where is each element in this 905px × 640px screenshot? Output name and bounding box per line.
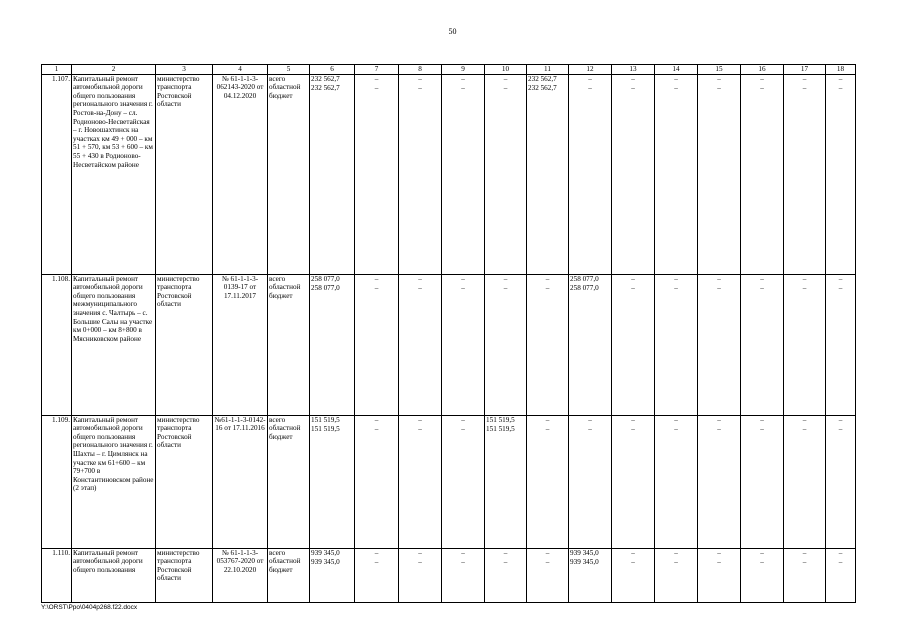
dash-mark: –	[545, 558, 550, 567]
dash-mark: –	[418, 274, 422, 283]
year-amount-empty-cell	[698, 415, 741, 548]
total-amount-regional: 258 077,0	[311, 284, 340, 293]
object-name-cell: Капитальный ремонт автомобильной дороги общего пользования регионального значения г. Ростов-на-Дону – сл. Родионово-Несветайская – г. Новошахтинск на участках км 49 + 000 – км 51 + 570, км 53 + 600 – км 55 + 430 в Родионово-Несветайском районе	[72, 74, 156, 274]
year-amount-empty-cell	[527, 415, 569, 548]
funding-source-regional: областной бюджет	[269, 83, 301, 100]
dash-mark: –	[838, 84, 843, 93]
dash-mark: –	[461, 284, 465, 293]
dash-mark: –	[503, 74, 508, 83]
dash-mark: –	[802, 548, 807, 557]
total-amount-cell	[310, 548, 355, 602]
year-amount-regional: 232 562,7	[528, 84, 557, 93]
dash-mark: –	[545, 274, 550, 283]
dash-mark: –	[717, 84, 721, 93]
column-number-cell: 6	[310, 65, 355, 75]
dash-mark: –	[461, 558, 465, 567]
row-number-cell: 1.109.	[42, 415, 72, 548]
year-amount-cell	[485, 415, 527, 548]
column-number-cell: 11	[527, 65, 569, 75]
year-amount-empty-cell	[442, 74, 485, 274]
year-amount-empty-cell	[826, 548, 856, 602]
dash-mark: –	[717, 274, 721, 283]
column-number-cell: 5	[268, 65, 310, 75]
dash-mark: –	[631, 74, 635, 83]
table-row	[42, 274, 856, 415]
year-amount-empty-cell	[442, 548, 485, 602]
year-amount-empty-cell	[655, 548, 698, 602]
dash-mark: –	[503, 84, 508, 93]
year-amount-all: 939 345,0	[570, 548, 599, 557]
year-amount-empty-cell	[485, 548, 527, 602]
dash-mark: –	[631, 415, 635, 424]
dash-mark: –	[631, 558, 635, 567]
dash-mark: –	[545, 415, 550, 424]
column-number-cell: 12	[569, 65, 612, 75]
dash-mark: –	[802, 74, 807, 83]
year-amount-empty-cell	[784, 415, 826, 548]
dash-mark: –	[503, 274, 508, 283]
year-amount-empty-cell	[784, 74, 826, 274]
executor-cell: министерство транспорта Ростовской области	[156, 74, 213, 274]
year-amount-empty-cell	[399, 274, 442, 415]
table-row	[42, 415, 856, 548]
total-amount-all: 232 562,7	[311, 74, 340, 83]
dash-mark: –	[374, 558, 379, 567]
object-name-cell: Капитальный ремонт автомобильной дороги общего пользования межмуниципального значения с. Чалтырь – с. Большие Салы на участке км 0+000 – км 8+800 в Мясниковском районе	[72, 274, 156, 415]
year-amount-empty-cell	[612, 74, 655, 274]
year-amount-empty-cell	[527, 274, 569, 415]
dash-mark: –	[717, 558, 721, 567]
total-amount-cell	[310, 415, 355, 548]
year-amount-cell	[569, 548, 612, 602]
dash-mark: –	[760, 84, 764, 93]
funding-source-cell	[268, 415, 310, 548]
dash-mark: –	[374, 74, 379, 83]
dash-mark: –	[418, 84, 422, 93]
funding-source-cell	[268, 548, 310, 602]
dash-mark: –	[461, 425, 465, 434]
year-amount-empty-cell	[399, 548, 442, 602]
year-amount-empty-cell	[826, 74, 856, 274]
year-amount-empty-cell	[826, 274, 856, 415]
dash-mark: –	[588, 415, 592, 424]
column-number-cell: 9	[442, 65, 485, 75]
document-cell: № 61-1-1-3-053767-2020 от 22.10.2020	[213, 548, 268, 602]
document-cell: № 61-1-1-3-062143-2020 от 04.12.2020	[213, 74, 268, 274]
year-amount-empty-cell	[741, 548, 784, 602]
dash-mark: –	[461, 84, 465, 93]
year-amount-empty-cell	[784, 274, 826, 415]
dash-mark: –	[588, 84, 592, 93]
funding-source-total: всего	[269, 548, 286, 557]
year-amount-empty-cell	[655, 74, 698, 274]
dash-mark: –	[838, 274, 843, 283]
dash-mark: –	[461, 74, 465, 83]
dash-mark: –	[374, 274, 379, 283]
year-amount-empty-cell	[485, 74, 527, 274]
dash-mark: –	[838, 74, 843, 83]
total-amount-all: 258 077,0	[311, 274, 340, 283]
dash-mark: –	[503, 558, 508, 567]
dash-mark: –	[374, 548, 379, 557]
year-amount-empty-cell	[612, 415, 655, 548]
year-amount-regional: 151 519,5	[486, 425, 515, 434]
object-name-cell: Капитальный ремонт автомобильной дороги общего пользования регионального значения г. Шахты – г. Цимлянск на участке км 61+600 – км 79+700 в Константиновском районе (2 этап)	[72, 415, 156, 548]
dash-mark: –	[717, 425, 721, 434]
dash-mark: –	[717, 415, 721, 424]
dash-mark: –	[802, 558, 807, 567]
year-amount-all: 232 562,7	[528, 74, 557, 83]
dash-mark: –	[503, 284, 508, 293]
dash-mark: –	[717, 74, 721, 83]
year-amount-empty-cell	[698, 548, 741, 602]
executor-cell: министерство транспорта Ростовской области	[156, 274, 213, 415]
year-amount-empty-cell	[741, 74, 784, 274]
object-name-cell: Капитальный ремонт автомобильной дороги общего пользования	[72, 548, 156, 602]
dash-mark: –	[631, 425, 635, 434]
footer-file-path: Y:\ORST\Ppo\0404p268.f22.docx	[41, 604, 138, 611]
dash-mark: –	[631, 284, 635, 293]
dash-mark: –	[545, 284, 550, 293]
funding-source-regional: областной бюджет	[269, 283, 301, 300]
year-amount-empty-cell	[612, 274, 655, 415]
year-amount-empty-cell	[569, 74, 612, 274]
row-number-cell: 1.110.	[42, 548, 72, 602]
dash-mark: –	[717, 284, 721, 293]
column-number-cell: 8	[399, 65, 442, 75]
total-amount-all: 151 519,5	[311, 415, 340, 424]
dash-mark: –	[838, 558, 843, 567]
year-amount-empty-cell	[442, 274, 485, 415]
document-cell: № 61-1-1-3-0139-17 от 17.11.2017	[213, 274, 268, 415]
column-number-cell: 13	[612, 65, 655, 75]
dash-mark: –	[674, 425, 678, 434]
dash-mark: –	[631, 84, 635, 93]
dash-mark: –	[674, 558, 678, 567]
year-amount-empty-cell	[655, 415, 698, 548]
funding-source-regional: областной бюджет	[269, 424, 301, 441]
year-amount-regional: 258 077,0	[570, 284, 599, 293]
dash-mark: –	[717, 548, 721, 557]
dash-mark: –	[418, 558, 422, 567]
year-amount-empty-cell	[355, 415, 399, 548]
dash-mark: –	[802, 284, 807, 293]
total-amount-cell	[310, 274, 355, 415]
year-amount-empty-cell	[826, 415, 856, 548]
dash-mark: –	[838, 415, 843, 424]
dash-mark: –	[760, 274, 764, 283]
dash-mark: –	[374, 425, 379, 434]
column-number-cell: 15	[698, 65, 741, 75]
executor-cell: министерство транспорта Ростовской области	[156, 548, 213, 602]
dash-mark: –	[418, 284, 422, 293]
year-amount-empty-cell	[399, 74, 442, 274]
dash-mark: –	[802, 84, 807, 93]
year-amount-empty-cell	[612, 548, 655, 602]
year-amount-cell	[527, 74, 569, 274]
year-amount-empty-cell	[355, 74, 399, 274]
column-number-cell: 1	[42, 65, 72, 75]
year-amount-empty-cell	[485, 274, 527, 415]
dash-mark: –	[418, 415, 422, 424]
dash-mark: –	[760, 548, 764, 557]
funding-source-total: всего	[269, 415, 286, 424]
year-amount-empty-cell	[698, 74, 741, 274]
year-amount-empty-cell	[741, 274, 784, 415]
column-number-cell: 17	[784, 65, 826, 75]
column-number-cell: 14	[655, 65, 698, 75]
year-amount-empty-cell	[784, 548, 826, 602]
year-amount-empty-cell	[355, 548, 399, 602]
total-amount-regional: 939 345,0	[311, 558, 340, 567]
dash-mark: –	[674, 548, 678, 557]
dash-mark: –	[461, 415, 465, 424]
year-amount-empty-cell	[442, 415, 485, 548]
funding-source-regional: областной бюджет	[269, 557, 301, 574]
year-amount-empty-cell	[741, 415, 784, 548]
dash-mark: –	[674, 415, 678, 424]
dash-mark: –	[838, 425, 843, 434]
column-number-cell: 7	[355, 65, 399, 75]
year-amount-cell	[569, 274, 612, 415]
dash-mark: –	[674, 274, 678, 283]
dash-mark: –	[760, 284, 764, 293]
year-amount-empty-cell	[569, 415, 612, 548]
dash-mark: –	[418, 548, 422, 557]
dash-mark: –	[674, 74, 678, 83]
total-amount-regional: 232 562,7	[311, 84, 340, 93]
page-number: 50	[448, 27, 457, 36]
dash-mark: –	[631, 274, 635, 283]
dash-mark: –	[674, 84, 678, 93]
column-number-cell: 10	[485, 65, 527, 75]
dash-mark: –	[545, 425, 550, 434]
year-amount-regional: 939 345,0	[570, 558, 599, 567]
dash-mark: –	[545, 548, 550, 557]
funding-source-total: всего	[269, 74, 286, 83]
dash-mark: –	[503, 548, 508, 557]
dash-mark: –	[588, 425, 592, 434]
dash-mark: –	[760, 425, 764, 434]
dash-mark: –	[802, 415, 807, 424]
dash-mark: –	[461, 274, 465, 283]
table-row	[42, 548, 856, 602]
executor-cell: министерство транспорта Ростовской области	[156, 415, 213, 548]
total-amount-cell	[310, 74, 355, 274]
column-number-cell: 16	[741, 65, 784, 75]
dash-mark: –	[802, 425, 807, 434]
column-number-cell: 3	[156, 65, 213, 75]
dash-mark: –	[838, 548, 843, 557]
document-cell: №61-1-1-3-0142-16 от 17.11.2016	[213, 415, 268, 548]
dash-mark: –	[418, 425, 422, 434]
year-amount-all: 151 519,5	[486, 415, 515, 424]
dash-mark: –	[588, 74, 592, 83]
column-number-row	[42, 65, 856, 75]
dash-mark: –	[374, 284, 379, 293]
dash-mark: –	[374, 84, 379, 93]
column-number-cell: 4	[213, 65, 268, 75]
total-amount-regional: 151 519,5	[311, 425, 340, 434]
dash-mark: –	[418, 74, 422, 83]
row-number-cell: 1.108.	[42, 274, 72, 415]
dash-mark: –	[802, 274, 807, 283]
year-amount-all: 258 077,0	[570, 274, 599, 283]
column-number-cell: 2	[72, 65, 156, 75]
budget-table	[41, 64, 856, 603]
dash-mark: –	[374, 415, 379, 424]
dash-mark: –	[760, 558, 764, 567]
total-amount-all: 939 345,0	[311, 548, 340, 557]
dash-mark: –	[631, 548, 635, 557]
funding-source-cell	[268, 274, 310, 415]
column-number-cell: 18	[826, 65, 856, 75]
year-amount-empty-cell	[355, 274, 399, 415]
funding-source-total: всего	[269, 274, 286, 283]
year-amount-empty-cell	[655, 274, 698, 415]
year-amount-empty-cell	[527, 548, 569, 602]
dash-mark: –	[760, 415, 764, 424]
dash-mark: –	[461, 548, 465, 557]
dash-mark: –	[838, 284, 843, 293]
row-number-cell: 1.107.	[42, 74, 72, 274]
dash-mark: –	[760, 74, 764, 83]
table-row	[42, 74, 856, 274]
funding-source-cell	[268, 74, 310, 274]
dash-mark: –	[674, 284, 678, 293]
year-amount-empty-cell	[399, 415, 442, 548]
year-amount-empty-cell	[698, 274, 741, 415]
